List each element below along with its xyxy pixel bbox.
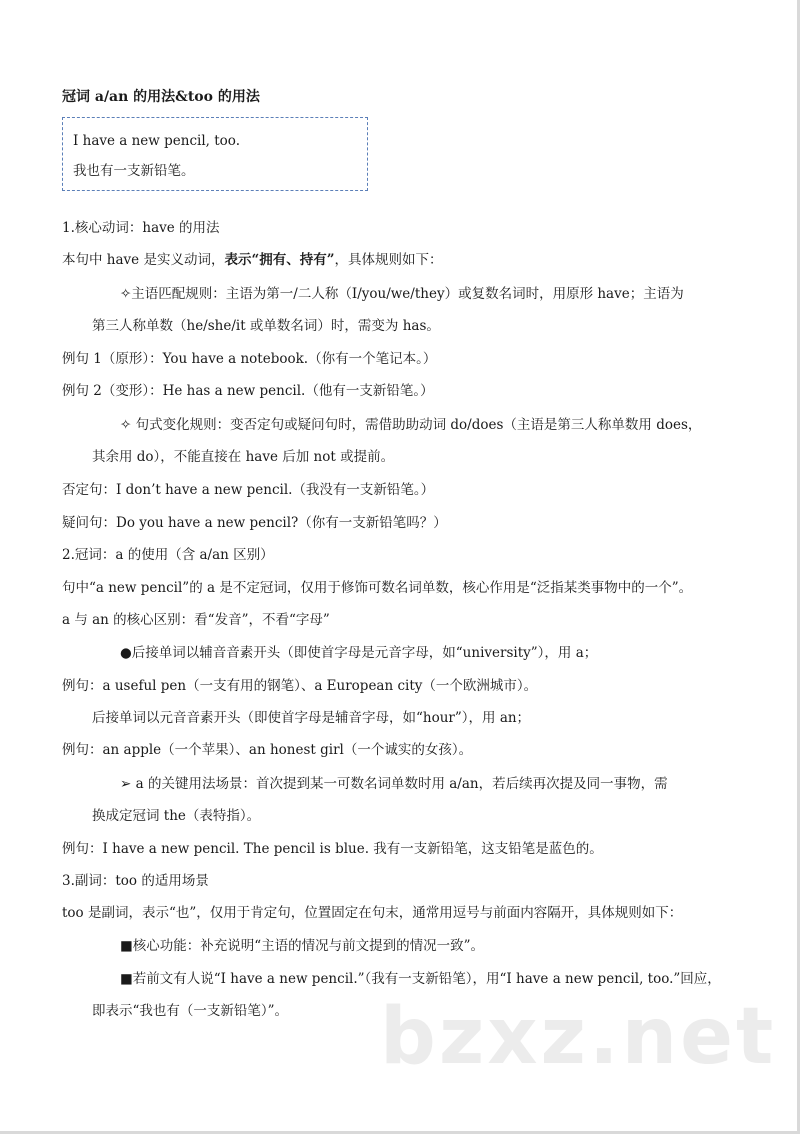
watermark-logo: bzxz.net <box>380 992 777 1082</box>
page-title: 冠词 a/an 的用法&too 的用法 <box>62 89 260 105</box>
rule-vowel-sound: 后接单词以元音音素开头（即使首字母是辅音字母，如“hour”），用 an； <box>92 710 531 726</box>
rule-key-usage-1: ➢ a 的关键用法场景：首次提到某一可数名词单数时用 a/an，若后续再次提及同一事物，需 <box>120 776 668 792</box>
section-2-heading: 2.冠词：a 的使用（含 a/an 区别） <box>62 547 274 563</box>
example-1: 例句 1（原形）：You have a notebook.（你有一个笔记本。） <box>62 351 437 367</box>
rule-sentence-change-2: 其余用 do），不能直接在 have 后加 not 或提前。 <box>92 449 395 465</box>
example-an: 例句：an apple（一个苹果）、an honest girl（一个诚实的女孩）。 <box>62 742 473 758</box>
example-the: 例句：I have a new pencil. The pencil is blue. 我有一支新铅笔，这支铅笔是蓝色的。 <box>62 841 603 857</box>
intro-bold: 表示“拥有、持有” <box>224 252 335 268</box>
section-2-intro: 句中“a new pencil”的 a 是不定冠词，仅用于修饰可数名词单数，核心作用是“泛指某类事物中的一个”。 <box>62 580 693 596</box>
rule-sentence-change-1: ✧ 句式变化规则：变否定句或疑问句时，需借助助动词 do/does（主语是第三人称单数用 does， <box>120 417 702 433</box>
section-1-intro <box>62 251 442 269</box>
section-1-heading: 1.核心动词：have 的用法 <box>62 220 220 236</box>
example-2: 例句 2（变形）：He has a new pencil.（他有一支新铅笔。） <box>62 383 434 399</box>
a-an-difference: a 与 an 的核心区别：看“发音”，不看“字母” <box>62 612 330 628</box>
example-sentence-box <box>62 117 368 191</box>
rule-subject-match-1: ✧主语匹配规则：主语为第一/二人称（I/you/we/they）或复数名词时，用原形 have；主语为 <box>120 286 684 302</box>
rule-consonant-sound: ●后接单词以辅音音素开头（即使首字母是元音字母，如“university”），用 a； <box>120 645 598 661</box>
rule-core-function: ■核心功能：补充说明“主语的情况与前文提到的情况一致”。 <box>120 938 485 954</box>
rule-key-usage-2: 换成定冠词 the（表特指）。 <box>92 808 261 824</box>
question-sentence: 疑问句：Do you have a new pencil?（你有一支新铅笔吗？） <box>62 515 447 531</box>
intro-text: 本句中 have 是实义动词， <box>62 252 225 268</box>
example-english: I have a new pencil, too. <box>73 133 240 149</box>
intro-tail: ，具体规则如下： <box>334 252 443 268</box>
negative-sentence: 否定句：I don’t have a new pencil.（我没有一支新铅笔。） <box>62 482 435 498</box>
rule-subject-match-2: 第三人称单数（he/she/it 或单数名词）时，需变为 has。 <box>92 318 440 334</box>
section-3-intro: too 是副词，表示“也”，仅用于肯定句，位置固定在句末，通常用逗号与前面内容隔开，具体规则如下： <box>62 905 683 921</box>
rule-response-2: 即表示“我也有（一支新铅笔）”。 <box>92 1003 289 1019</box>
example-chinese: 我也有一支新铅笔。 <box>73 163 195 179</box>
section-3-heading: 3.副词：too 的适用场景 <box>62 873 209 889</box>
rule-response-1: ■若前文有人说“I have a new pencil.”（我有一支新铅笔），用“I have a new pencil, too.”回应， <box>120 971 721 987</box>
example-a: 例句：a useful pen（一支有用的钢笔）、a European city（一个欧洲城市）。 <box>62 678 538 694</box>
